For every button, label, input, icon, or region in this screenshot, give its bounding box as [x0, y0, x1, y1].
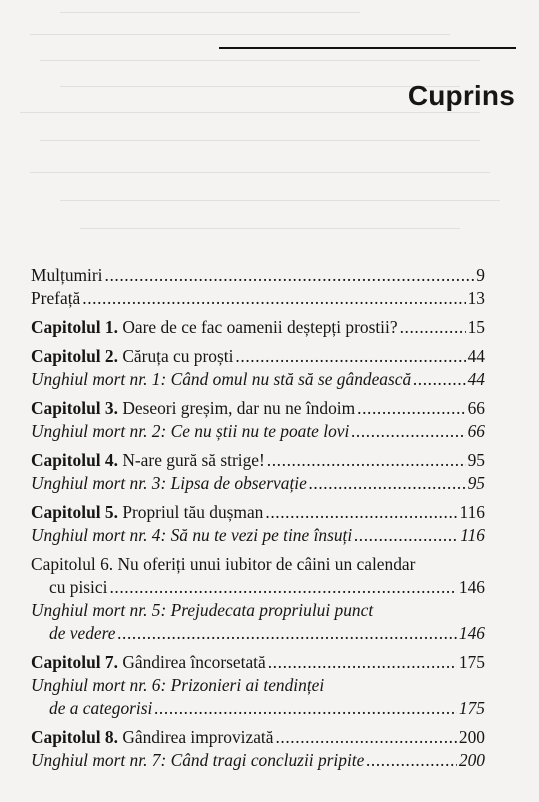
- dot-leader: [82, 287, 465, 310]
- dot-leader: [268, 651, 457, 674]
- dot-leader: [109, 576, 456, 599]
- chapter-title-line-1: Nu oferiți unui iubitor de câini un calendar: [113, 554, 416, 574]
- toc-page-number: 116: [459, 502, 485, 522]
- table-of-contents: [31, 264, 485, 772]
- toc-page-number: 175: [458, 698, 485, 718]
- chapter-title: Căruța cu proști: [117, 346, 234, 366]
- toc-page-number: 66: [467, 421, 485, 441]
- toc-entry-blind-spot-5[interactable]: [31, 599, 485, 622]
- chapter-number: Capitolul 5.: [31, 502, 118, 522]
- blind-spot-title-line-1: Unghiul mort nr. 6: Prizonieri ai tendinței: [31, 675, 325, 695]
- toc-entry-blind-spot-5-continued[interactable]: [31, 622, 485, 645]
- toc-page-number: 44: [467, 346, 485, 366]
- dot-leader: [275, 726, 456, 749]
- toc-entry-blind-spot-4[interactable]: [31, 524, 485, 547]
- dot-leader: [309, 472, 466, 495]
- toc-page-number: 175: [458, 652, 485, 672]
- chapter-number: Capitolul 6.: [31, 554, 114, 574]
- toc-page-number: 13: [467, 288, 485, 308]
- chapter-number: Capitolul 7.: [31, 652, 118, 672]
- toc-page-number: 200: [458, 750, 485, 770]
- blind-spot-title-line-2: de a categorisi: [49, 698, 153, 718]
- chapter-title: Gândirea încorsetată: [117, 652, 266, 672]
- toc-page-number: 66: [467, 398, 485, 418]
- toc-entry-acknowledgements[interactable]: [31, 264, 485, 287]
- toc-entry-label: Mulțumiri: [31, 265, 103, 285]
- dot-leader: [265, 501, 457, 524]
- toc-entry-blind-spot-6-continued[interactable]: [31, 697, 485, 720]
- page-title: Cuprins: [407, 80, 515, 111]
- toc-page-number: 116: [460, 525, 485, 545]
- chapter-number: Capitolul 2.: [31, 346, 118, 366]
- blind-spot-title-line-2: de vedere: [49, 623, 116, 643]
- chapter-title: Deseori greșim, dar nu ne îndoim: [117, 398, 356, 418]
- toc-page-number: 146: [458, 623, 485, 643]
- blind-spot-title: Unghiul mort nr. 3: Lipsa de observație: [31, 473, 307, 493]
- dot-leader: [117, 622, 456, 645]
- chapter-number: Capitolul 3.: [31, 398, 118, 418]
- toc-entry-preface[interactable]: [31, 287, 485, 310]
- toc-page-number: 44: [467, 369, 485, 389]
- dot-leader: [413, 368, 465, 391]
- toc-entry-blind-spot-6[interactable]: [31, 674, 485, 697]
- header-rule: [219, 47, 516, 49]
- chapter-number: Capitolul 8.: [31, 727, 118, 747]
- dot-leader: [267, 449, 466, 472]
- toc-entry-blind-spot-2[interactable]: [31, 420, 485, 443]
- chapter-title: N-are gură să strige!: [117, 450, 265, 470]
- toc-page-number: 15: [467, 317, 485, 337]
- chapter-title-line-2: cu pisici: [49, 577, 108, 597]
- toc-entry-chapter-6-continued[interactable]: [31, 576, 485, 599]
- dot-leader: [400, 316, 466, 339]
- dot-leader: [235, 345, 465, 368]
- blind-spot-title: Unghiul mort nr. 7: Când tragi concluzii pripite: [31, 750, 365, 770]
- dot-leader: [154, 697, 457, 720]
- chapter-number: Capitolul 4.: [31, 450, 118, 470]
- blind-spot-title: Unghiul mort nr. 4: Să nu te vezi pe tine însuți: [31, 525, 353, 545]
- blind-spot-title: Unghiul mort nr. 1: Când omul nu stă să se gândească: [31, 369, 412, 389]
- chapter-number: Capitolul 1.: [31, 317, 118, 337]
- toc-entry-chapter-1[interactable]: [31, 316, 485, 339]
- toc-entry-chapter-6[interactable]: [31, 553, 485, 576]
- dot-leader: [351, 420, 465, 443]
- toc-entry-chapter-4[interactable]: [31, 449, 485, 472]
- toc-page-number: 95: [467, 473, 485, 493]
- toc-page-number: 200: [458, 727, 485, 747]
- chapter-title: Gândirea improvizată: [117, 727, 274, 747]
- toc-entry-blind-spot-1[interactable]: [31, 368, 485, 391]
- dot-leader: [105, 264, 475, 287]
- show-through-text: [0, 0, 539, 250]
- toc-entry-chapter-5[interactable]: [31, 501, 485, 524]
- toc-entry-chapter-7[interactable]: [31, 651, 485, 674]
- toc-page-number: 146: [458, 577, 485, 597]
- toc-entry-chapter-2[interactable]: [31, 345, 485, 368]
- blind-spot-title-line-1: Unghiul mort nr. 5: Prejudecata propriului punct: [31, 600, 374, 620]
- blind-spot-title: Unghiul mort nr. 2: Ce nu știi nu te poate lovi: [31, 421, 350, 441]
- toc-entry-blind-spot-3[interactable]: [31, 472, 485, 495]
- toc-entry-chapter-3[interactable]: [31, 397, 485, 420]
- dot-leader: [354, 524, 458, 547]
- toc-entry-chapter-8[interactable]: [31, 726, 485, 749]
- toc-page-number: 95: [467, 450, 485, 470]
- toc-entry-label: Prefață: [31, 288, 81, 308]
- dot-leader: [366, 749, 457, 772]
- toc-page-number: 9: [476, 265, 485, 285]
- chapter-title: Propriul tău dușman: [117, 502, 264, 522]
- dot-leader: [357, 397, 465, 420]
- toc-entry-blind-spot-7[interactable]: [31, 749, 485, 772]
- chapter-title: Oare de ce fac oamenii deștepți prostii?: [117, 317, 398, 337]
